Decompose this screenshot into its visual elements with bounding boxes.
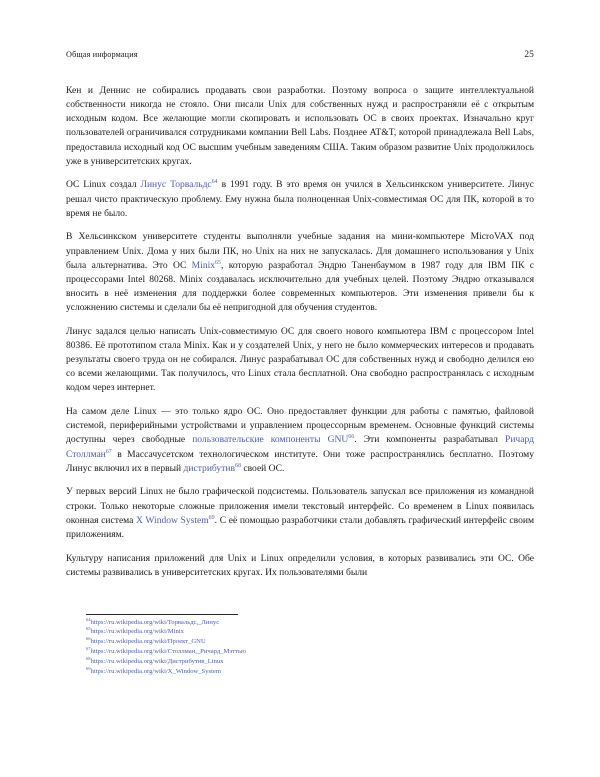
text-run: своей ОС. [240,462,285,474]
footnote-marker[interactable]: 64 [211,179,218,186]
footnote-separator-rule [86,614,238,615]
body-link[interactable]: Minix [191,259,216,271]
footnote-marker[interactable]: 66 [348,434,355,441]
text-run: . Эти компоненты разрабатывал [354,434,506,446]
body-link[interactable]: дистрибутив [183,462,235,474]
footnote-marker[interactable]: 69 [208,514,215,521]
footnote-item-number: 67 [86,646,91,652]
text-run: У первых версий Linux не было графической подсистемы. Пользователь запускал все приложения из командной строки. Только некоторые сложные приложения имели текстовый интерфейс. Со временем в Linux появилась оконная система [66,486,534,526]
paragraph [66,325,534,396]
body-link[interactable]: Ричард Столлман [66,434,534,460]
page-number: 25 [524,50,534,60]
footnote-item-url[interactable]: https://ru.wikipedia.org/wiki/Minix [90,628,184,636]
footnote-item-number: 64 [86,616,91,622]
footnote-item-url[interactable]: https://ru.wikipedia.org/wiki/Дистрибутив_Linux [90,658,224,666]
text-run: На самом деле Linux — это только ядро ОС. Оно предоставляет функции для работы с памятью, файловой системой, периферийными устройствами и управлением процессорным временем. Основные функций системы доступны через свободные [66,406,534,446]
text-run: в 1991 году. В это время он учился в Хельсинкском университете. Линус решал чисто практическую проблему. Ему нужна была полноценная Unix-совместимая ОС для ПК, которой в то время не было. [66,179,534,219]
paragraph [66,485,534,542]
paragraph [66,552,534,580]
footnote-marker[interactable]: 65 [215,259,222,266]
text-run: , которую разработал Эндрю Таненбаумом в 1987 году для IBM ПК с процессорами Intel 80268. Minix создавалась исключительно для учебных целей. Поэтому Эндрю отказывался вносить в неё изменения для поддержки более современных компьютеров. Эти изменения привели бы к усложнению системы и сделали бы её непригодной для обучения студентов. [66,259,535,314]
footnote-item-url[interactable]: https://ru.wikipedia.org/wiki/Торвальдс,_Линус [90,618,220,626]
footnote-item-url[interactable]: https://ru.wikipedia.org/wiki/Столлман,_Ричард_Мэттью [90,648,246,656]
footnote-item[interactable] [86,647,386,657]
paragraph [66,84,534,169]
footnote-item[interactable] [86,618,386,628]
body-link[interactable]: X Window System [136,514,209,526]
footnote-item-number: 65 [86,626,91,632]
paragraph [66,230,534,315]
text-run: В Хельсинкском университете студенты выполняли учебные задания на мини-компьютере MicroVAX под управлением Unix. Дома у них были ПК, но Unix на них не запускалась. Для домашнего использования у Unix была альтернатива. Это ОС [66,231,534,271]
running-head [66,50,534,60]
footnote-marker[interactable]: 68 [234,462,241,469]
footnote-item[interactable] [86,667,386,677]
footnote-item-number: 69 [86,665,91,671]
paragraph [66,178,534,220]
footnote-item-url[interactable]: https://ru.wikipedia.org/wiki/Проект_GNU [90,638,206,646]
text-run: Линус задался целью написать Unix-совместимую ОС для своего нового компьютера IBM с процессором Intel 80386. Её прототипом стала Minix. Как и у создателей Unix, у него не было коммерческих интересов и продавать результаты своего труда он не собирался. Линус разрабатывал ОС для собственных нужд и свободно делился ею со всеми желающими. Так получилось, что Linux стала бесплатной. Она свободно распространялась с исходным кодом через интернет. [66,325,534,394]
paragraph [66,405,534,476]
text-run: . С её помощью разработчики стали добавлять графический интерфейс своим приложениям. [66,514,535,540]
running-head-title: Общая информация [66,50,138,59]
footnote-item-number: 68 [86,655,91,661]
text-run: ОС Linux создал [66,179,141,191]
footnote-section [86,614,386,677]
footnote-item[interactable] [86,637,386,647]
footnote-list [86,618,386,677]
body-text [66,84,534,580]
text-run: Кен и Деннис не собирались продавать свои разработки. Поэтому вопроса о защите интеллектуальной собственности никогда не стояло. Они писали Unix для собственных нужд и распространяли её с открытым исходным кодом. Все желающие могли скопировать и использовать ОС в своих проектах. Изначально круг пользователей ограничивался сотрудниками компании Bell Labs. Позднее AT&T, которой принадлежала Bell Labs, предоставила исходный код ОС высшим учебным заведениям США. Таким образом развитие Unix продолжилось уже в университетских кругах. [66,85,534,167]
body-link[interactable]: пользовательские компоненты GNU [192,434,349,446]
body-link[interactable]: Линус Торвальдс [140,179,212,191]
footnote-item-number: 66 [86,636,91,642]
footnote-item[interactable] [86,627,386,637]
footnote-item[interactable] [86,657,386,667]
text-run: Культуру написания приложений для Unix и Linux определили условия, в которых развивались эти ОС. Обе системы развивались в университетских кругах. Их пользователями были [66,552,534,578]
text-run: в Массачусетском технологическом институте. Они тоже распространялись бесплатно. Поэтому Линус включил их в первый [66,448,534,474]
footnote-marker[interactable]: 67 [105,448,112,455]
footnote-item-url[interactable]: https://ru.wikipedia.org/wiki/X_Window_System [90,668,221,676]
